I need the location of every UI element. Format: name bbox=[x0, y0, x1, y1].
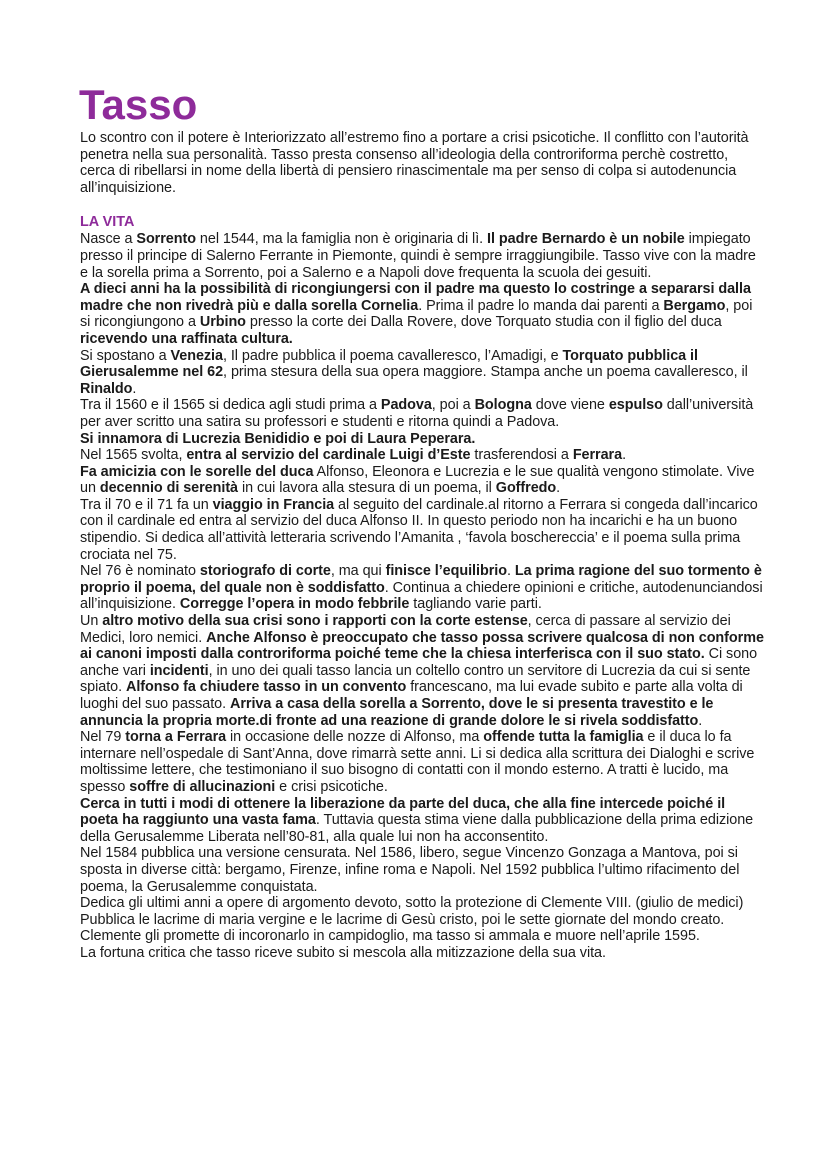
text-run: . bbox=[622, 447, 627, 464]
text-run: Ci sono anche vari bbox=[80, 646, 758, 679]
text-run: Si spostano a bbox=[80, 347, 171, 364]
bold-text-run: Torquato pubblica il Gierusalemme nel 62 bbox=[80, 347, 698, 381]
intro-paragraph: Lo scontro con il potere è Interiorizzato all’estremo fino a portare a crisi psicotiche. Il conflitto con l’autorità penetra nella sua personalità. Tasso presta consenso all’ideologia della controriforma perchè costretto, cerca di ribellarsi in nome della libertà di pensiero rinascimentale ma per senso di colpa si autodenuncia all’inquisizione. bbox=[80, 130, 749, 196]
page-title: Tasso bbox=[79, 81, 198, 128]
text-run: Nel 76 è nominato bbox=[80, 563, 200, 580]
body-paragraph bbox=[80, 796, 764, 846]
text-run: e crisi psicotiche. bbox=[275, 778, 388, 795]
section-heading-la-vita: LA VITA bbox=[80, 214, 135, 231]
body-paragraph bbox=[80, 912, 764, 945]
text-run: francescano, ma lui evade subito e parte alla volta di luoghi del suo passato. bbox=[80, 679, 743, 712]
text-run: , cerca di passare al servizio dei Medici, loro nemici. bbox=[80, 613, 731, 646]
bold-text-run: viaggio in Francia bbox=[212, 496, 335, 513]
text-run: Nel 1584 pubblica una versione censurata. Nel 1586, libero, segue Vincenzo Gonzaga a Mantova, poi si sposta in diverse città: bergamo, Firenze, infine roma e Napoli. Nel 1592 pubblica l’ultimo rifacimento del poema, la Gerusalemme conquistata. bbox=[80, 845, 740, 895]
bold-text-run: entra al servizio del cardinale Luigi d’Este bbox=[186, 447, 471, 464]
text-run: . bbox=[556, 480, 561, 497]
text-run: Nel 1565 svolta, bbox=[80, 447, 187, 464]
body-paragraph bbox=[80, 348, 764, 398]
text-run: . Prima il padre lo manda dai parenti a bbox=[418, 297, 664, 314]
bold-text-run: offende tutta la famiglia bbox=[483, 729, 644, 746]
text-run: , in uno dei quali tasso lancia un coltello contro un servitore di Lucrezia da cui si sente spiato. bbox=[80, 662, 751, 696]
bold-text-run: Alfonso fa chiudere tasso in un convento bbox=[126, 679, 407, 696]
bold-text-run: La prima ragione del suo tormento è proprio il poema, del quale non è soddisfatto bbox=[80, 563, 762, 596]
text-run: , ma qui bbox=[330, 563, 386, 580]
text-run: Nasce a bbox=[80, 231, 137, 248]
text-run: . Tuttavia questa stima viene dalla pubblicazione della prima edizione della Gerusalemme Liberata nell’80-81, alla quale lui non ha acconsentito. bbox=[80, 812, 754, 845]
bold-text-run: Urbino bbox=[199, 314, 246, 331]
text-run: nel 1544, ma la famiglia non è originaria di lì. bbox=[195, 231, 488, 248]
text-run: . Continua a chiedere opinioni e critiche, autodenunciandosi all’inquisizione. bbox=[80, 579, 763, 613]
bold-text-run: soffre di allucinazioni bbox=[129, 778, 276, 795]
text-run: . bbox=[698, 712, 703, 729]
body-paragraph bbox=[80, 447, 764, 464]
bold-text-run: incidenti bbox=[149, 662, 209, 679]
bold-text-run: storiografo di corte bbox=[199, 563, 331, 580]
text-run: al seguito del cardinale.al ritorno a Ferrara si congeda dall’incarico con il cardinale ed entra al servizio del duca Alfonso II. In questo periodo non ha incarichi e ha un buono stipendio. Si dedica all’attività letteraria scrivendo l’Amanita , ‘favola boschereccia’ e il poema sulla prima crociata nel 75. bbox=[80, 496, 758, 563]
body-paragraph bbox=[80, 563, 764, 613]
text-run: in cui lavora alla stesura di un poema, il bbox=[238, 480, 496, 497]
body-paragraph bbox=[80, 613, 764, 729]
bold-text-run: Venezia bbox=[170, 347, 223, 364]
text-run: La fortuna critica che tasso riceve subito si mescola alla mitizzazione della sua vita. bbox=[80, 944, 606, 961]
bold-text-run: Cerca in tutti i modi di ottenere la liberazione da parte del duca, che alla fine intercede poiché il poeta ha raggiunto una vasta fama bbox=[80, 795, 726, 829]
text-run: dall’università per aver scritto una satira su professori e studenti e ritorna quindi a Padova. bbox=[80, 397, 754, 430]
body-paragraph bbox=[80, 945, 764, 962]
text-run: Tra il 70 e il 71 fa un bbox=[80, 496, 213, 513]
bold-text-run: Goffredo bbox=[495, 480, 557, 497]
body-paragraph bbox=[80, 464, 764, 497]
body-paragraph bbox=[80, 895, 764, 912]
text-run: , poi si ricongiungono a bbox=[80, 297, 753, 331]
text-run: . bbox=[132, 380, 137, 397]
bold-text-run: Ferrara bbox=[572, 447, 623, 464]
bold-text-run: Fa amicizia con le sorelle del duca bbox=[80, 463, 314, 480]
text-run: , poi a bbox=[431, 397, 475, 414]
body-paragraph bbox=[80, 497, 764, 563]
text-run: trasferendosi a bbox=[470, 447, 573, 464]
bold-text-run: altro motivo della sua crisi sono i rapporti con la corte estense bbox=[102, 613, 528, 630]
bold-text-run: decennio di serenità bbox=[99, 480, 239, 497]
bold-text-run: espulso bbox=[608, 397, 663, 414]
text-run: presso la corte dei Dalla Rovere, dove Torquato studia con il figlio del duca bbox=[245, 314, 722, 331]
bold-text-run: Rinaldo bbox=[80, 380, 133, 397]
bold-text-run: Bologna bbox=[474, 397, 532, 414]
text-run: in occasione delle nozze di Alfonso, ma bbox=[226, 729, 484, 746]
text-run: e il duca lo fa internare nell’ospedale di Sant’Anna, dove rimarrà sette anni. Li si dedica alla scrittura dei Dialoghi e scrive moltissime lettere, che testimoniano il suo bisogno di contatti con il mondo esterno. A tratti è lucido, ma spesso bbox=[80, 729, 755, 795]
bold-text-run: ricevendo una raffinata cultura. bbox=[80, 330, 293, 347]
bold-text-run: Padova bbox=[380, 397, 432, 414]
bold-text-run: A dieci anni ha la possibilità di ricongiungersi con il padre ma questo lo costringe a separarsi dalla madre che non rivedrà più e dalla sorella Cornelia bbox=[80, 281, 751, 314]
text-run: . bbox=[506, 563, 515, 580]
text-run: Un bbox=[80, 613, 103, 630]
body-paragraph bbox=[80, 281, 764, 347]
body-paragraph bbox=[80, 431, 764, 448]
text-run: , prima stesura della sua opera maggiore. Stampa anche un poema cavalleresco, il bbox=[223, 364, 748, 381]
bold-text-run: Arriva a casa della sorella a Sorrento, dove le si presenta travestito e le annuncia la propria morte.di fronte ad una reazione di grande dolore le si rivela soddisfatto bbox=[80, 696, 714, 729]
body-paragraph bbox=[80, 397, 764, 430]
bold-text-run: Anche Alfonso è preoccupato che tasso possa scrivere qualcosa di non conforme ai canoni imposti dalla controriforma poiché teme che la chiesa interferisca con il suo stato. bbox=[80, 629, 764, 663]
bold-text-run: Sorrento bbox=[136, 231, 196, 248]
bold-text-run: Il padre Bernardo è un nobile bbox=[487, 231, 685, 248]
body-paragraph bbox=[80, 231, 764, 281]
text-run: tagliando varie parti. bbox=[409, 596, 542, 613]
bold-text-run: torna a Ferrara bbox=[125, 729, 227, 746]
text-run: , Il padre pubblica il poema cavalleresco, l’Amadigi, e bbox=[222, 347, 563, 364]
text-run: Dedica gli ultimi anni a opere di argomento devoto, sotto la protezione di Clemente VIII. (giulio de medici) bbox=[80, 895, 744, 912]
bold-text-run: Bergamo bbox=[663, 297, 726, 314]
text-run: Nel 79 bbox=[80, 729, 126, 746]
bold-text-run: Corregge l’opera in modo febbrile bbox=[179, 596, 410, 613]
text-run: dove viene bbox=[531, 397, 609, 414]
section-body bbox=[80, 231, 764, 961]
text-run: Pubblica le lacrime di maria vergine e le lacrime di Gesù cristo, poi le sette giornate del mondo creato. Clemente gli promette di incoronarlo in campidoglio, ma tasso si ammala e muore nell’aprile 1595. bbox=[80, 911, 725, 945]
text-run: impiegato presso il principe di Salerno Ferrante in Piemonte, quindi è sempre irraggiungibile. Tasso vive con la madre e la sorella prima a Sorrento, poi a Salerno e a Napoli dove frequenta la scuola dei gesuiti. bbox=[80, 231, 756, 281]
body-paragraph bbox=[80, 729, 764, 795]
bold-text-run: finisce l’equilibrio bbox=[385, 563, 507, 580]
text-run: Tra il 1560 e il 1565 si dedica agli studi prima a bbox=[80, 397, 381, 414]
bold-text-run: Si innamora di Lucrezia Benididio e poi di Laura Peperara. bbox=[80, 430, 476, 447]
body-paragraph bbox=[80, 845, 764, 895]
text-run: Alfonso, Eleonora e Lucrezia e le sue qualità vengono stimolate. Vive un bbox=[80, 463, 755, 497]
